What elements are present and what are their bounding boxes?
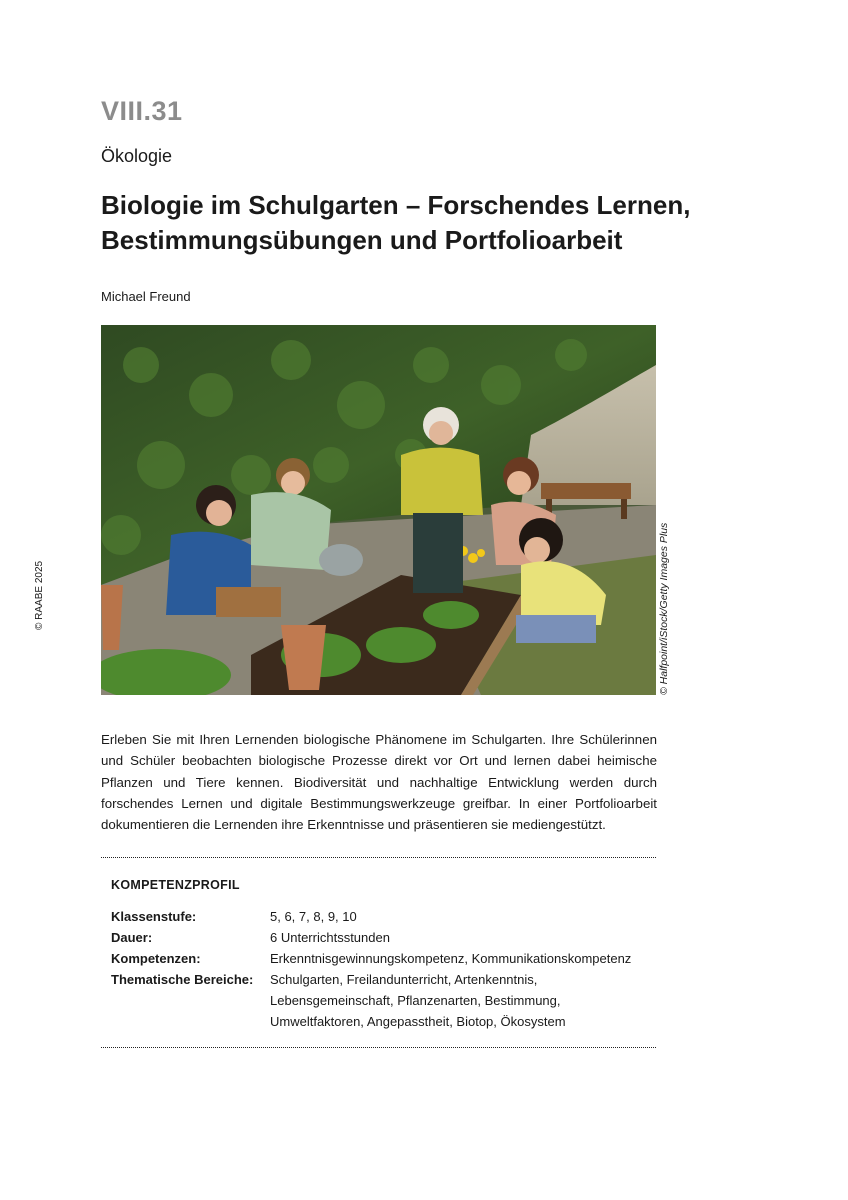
page-title: Biologie im Schulgarten – Forschendes Lernen, Bestimmungsübungen und Portfolioarbeit — [101, 190, 691, 255]
profile-label: Dauer: — [111, 930, 153, 945]
competence-profile-heading: KOMPETENZPROFIL — [111, 878, 240, 892]
copyright-notice: © RAABE 2025 — [34, 560, 45, 630]
author-name: Michael Freund — [101, 289, 191, 304]
section-number: VIII.31 — [101, 96, 183, 126]
profile-value: Erkenntnisgewinnungskompetenz, Kommunikationskompetenz — [270, 951, 632, 966]
photo-credit: © Halfpoint/iStock/Getty Images Plus — [658, 522, 670, 695]
profile-value: Schulgarten, Freilandunterricht, Artenkenntnis, Lebensgemeinschaft, Pflanzenarten, Bestimmung, Umweltfaktoren, Angepasstheit, Biotop, Ökosystem — [270, 972, 566, 1029]
topic-heading: Ökologie — [101, 146, 173, 166]
profile-label: Kompetenzen: — [111, 951, 201, 966]
intro-paragraph: Erleben Sie mit Ihren Lernenden biologische Phänomene im Schulgarten. Ihre Schülerinnen und Schüler beobachten biologische Prozesse direkt vor Ort und lernen dabei heimische Pflanzen und Tiere kennen. Biodiversität und nachhaltige Entwicklung werden durch forschendes Lernen und digitale Bestimmungswerkzeuge greifbar. In einer Portfolioarbeit dokumentieren die Lernenden ihre Erkenntnisse und präsentieren sie mediengestützt. — [101, 732, 657, 833]
divider-bottom — [101, 1047, 656, 1048]
divider-top — [101, 857, 656, 858]
garden-photo — [101, 325, 656, 695]
profile-label: Klassenstufe: — [111, 909, 197, 924]
profile-value: 5, 6, 7, 8, 9, 10 — [270, 909, 357, 924]
profile-label: Thematische Bereiche: — [111, 972, 254, 987]
profile-value: 6 Unterrichtsstunden — [270, 930, 390, 945]
